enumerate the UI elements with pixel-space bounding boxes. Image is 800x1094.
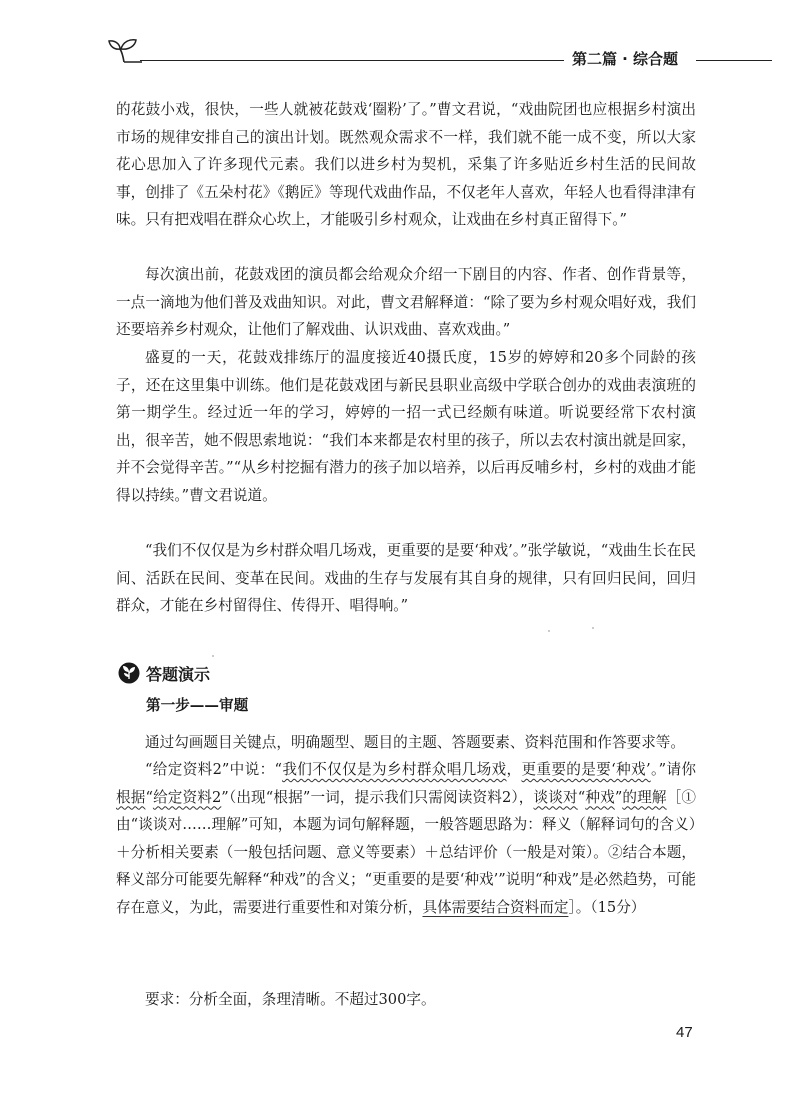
body-paragraph-1: 的花鼓小戏，很快，一些人就被花鼓戏‘圈粉’了。”曹文君说，“戏曲院团也应根据乡村演出市场的规律安排自己的演出计划。既然观众需求不一样，我们就不能一成不变，所以大家花心思加入了许多现代元素。我们以进乡村为契机，采集了许多贴近乡村生活的民间故事，创排了《五朵村花》《鹅匠》等现代戏曲作品，不仅老年人喜欢，年轻人也看得津津有味。只有把戏唱在群众心坎上，才能吸引乡村观众，让戏曲在乡村真正留得下。”	[116, 101, 696, 228]
section-heading	[118, 660, 210, 686]
scan-speck	[548, 630, 550, 632]
analysis-text: 。”请你	[650, 761, 696, 778]
body-paragraph-2: 每次演出前，花鼓戏团的演员都会给观众介绍一下剧目的内容、作者、创作背景等，一点一滴地为他们普及戏曲知识。对此，曹文君解释道：“除了要为乡村观众唱好戏，我们还要培养乡村观众，让他们了解戏曲、认识戏曲、喜欢戏曲。”	[116, 266, 696, 338]
analysis-paragraph	[116, 756, 696, 921]
intro-paragraph: 通过勾画题目关键点，明确题型、题目的主题、答题要素、资料范围和作答要求等。	[145, 734, 685, 751]
analysis-text: “	[145, 788, 153, 806]
keyword-wavy-3: 根据	[116, 788, 146, 806]
analysis-text: ”（出现“根据”一词，提示我们只需阅读资料2），	[221, 788, 534, 806]
keyword-wavy-4: 给定资料2	[152, 788, 222, 806]
analysis-text: ［①由“谈谈对……理解”可知，本题为词句解释题，一般答题思路为：释义（解释词句的含义）＋分析相关要素（一般包括问题、意义等要素）＋总结评价（一般是对策）。②结合本题，释义部分可能要先解释“种戏”的含义；“更重要的是要‘种戏’”说明“种戏”是必然趋势，可能存在意义，为此，需要进行重要性和对策分析，	[116, 788, 696, 916]
page-header	[0, 0, 800, 80]
step-title: 第一步——审题	[146, 697, 249, 714]
header-rule-right	[696, 60, 772, 61]
keyword-wavy-6: 种戏	[585, 788, 615, 806]
body-paragraph-3: 盛夏的一天，花鼓戏排练厅的温度接近40摄氏度，15岁的婷婷和20多个同龄的孩子，还在这里集中训练。他们是花鼓戏团与新民县职业高级中学联合创办的戏曲表演班的第一期学生。经过近一年的学习，婷婷的一招一式已经颇有味道。听说要经常下农村演出，很辛苦，她不假思索地说：“我们本来都是农村里的孩子，所以去农村演出就是回家，并不会觉得辛苦。”“从乡村挖掘有潜力的孩子加以培养，以后再反哺乡村，乡村的戏曲才能得以持续。”曹文君说道。	[116, 349, 696, 504]
leaf-badge-icon	[118, 662, 140, 684]
keyword-wavy-7: 的理解	[622, 788, 667, 806]
keyword-underline: 具体需要结合资料而定	[422, 898, 569, 916]
header-title	[572, 48, 678, 69]
keyword-wavy-1: 我们不仅仅是为乡村群众唱几场戏	[281, 761, 507, 778]
header-rule-left	[140, 60, 564, 61]
header-separator: ·	[622, 50, 628, 68]
analysis-text: ，	[506, 761, 522, 778]
page-number: 47	[676, 1024, 693, 1041]
body-paragraph-4: “我们不仅仅是为乡村群众唱几场戏，更重要的是要‘种戏’。”张学敏说，“戏曲生长在民间、活跃在民间、变革在民间。戏曲的生存与发展有其自身的规律，只有回归民间，回归群众，才能在乡村留得住、传得开、唱得响。”	[116, 542, 696, 614]
scan-speck	[212, 655, 214, 657]
analysis-text: ］。（15分）	[568, 898, 646, 916]
requirement-line: 要求：分析全面，条理清晰。不超过300字。	[145, 991, 436, 1008]
header-section: 综合题	[633, 50, 679, 68]
analysis-text: ”	[614, 788, 623, 806]
header-part: 第二篇	[572, 50, 618, 68]
keyword-wavy-2: 更重要的是要‘种戏’	[521, 761, 651, 778]
section-title: 答题演示	[146, 664, 211, 684]
analysis-text: “	[577, 788, 586, 806]
analysis-text: “给定资料2”中说：“	[145, 761, 282, 778]
scan-speck	[592, 627, 594, 629]
sprout-icon	[108, 38, 142, 64]
keyword-wavy-5: 谈谈对	[533, 788, 578, 806]
